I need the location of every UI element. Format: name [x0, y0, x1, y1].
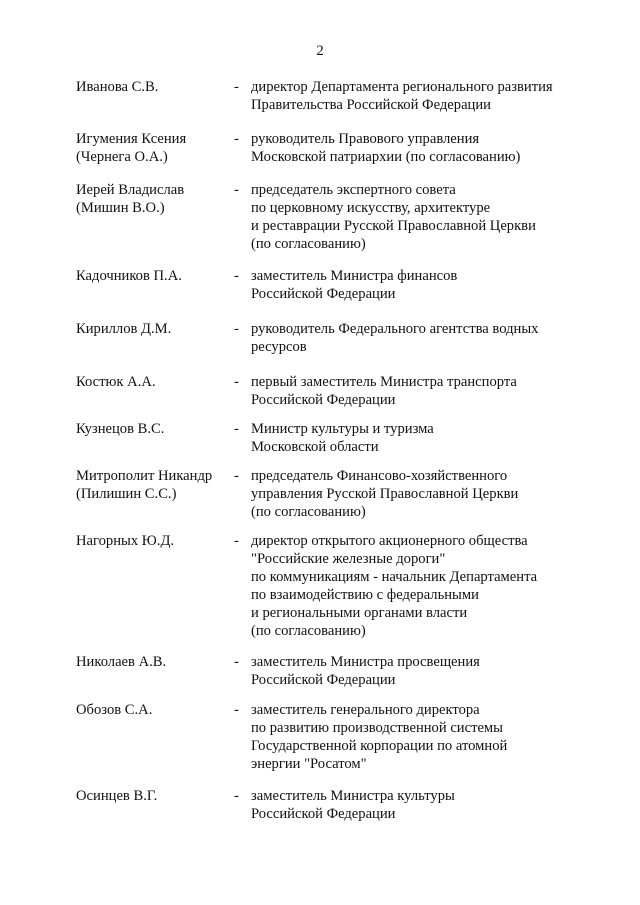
position-line: Московской патриархии (по согласованию) [251, 149, 521, 165]
member-name-line: Митрополит Никандр [76, 468, 213, 484]
position-line: Российской Федерации [251, 806, 396, 822]
member-name [76, 787, 226, 805]
position-line: Российской Федерации [251, 672, 396, 688]
position-line: директор Департамента регионального развития [251, 79, 553, 95]
member-name [76, 420, 226, 438]
member-name [76, 267, 226, 285]
member-name-line: Игумения Ксения [76, 131, 187, 147]
position-line: председатель экспертного совета [251, 182, 456, 198]
member-name-line: Нагорных Ю.Д. [76, 533, 175, 549]
position-line: управления Русской Православной Церкви [251, 486, 519, 502]
position-line: ресурсов [251, 339, 307, 355]
member-name-line: (Мишин В.О.) [76, 200, 165, 216]
position-line: по взаимодействию с федеральными [251, 587, 479, 603]
position-line: руководитель Федерального агентства водных [251, 321, 539, 337]
member-name-line: Костюк А.А. [76, 374, 156, 390]
member-position [251, 78, 611, 114]
position-line: заместитель Министра просвещения [251, 654, 480, 670]
member-position [251, 701, 611, 773]
member-name-line: Кузнецов В.С. [76, 421, 165, 437]
member-name-line: Иванова С.В. [76, 79, 159, 95]
member-name [76, 130, 226, 166]
member-position [251, 420, 611, 456]
position-line: Российской Федерации [251, 286, 396, 302]
position-line: и реставрации Русской Православной Церкви [251, 218, 536, 234]
dash-separator: - [234, 468, 239, 484]
position-line: председатель Финансово-хозяйственного [251, 468, 508, 484]
dash-separator: - [234, 788, 239, 804]
member-name-line: Иерей Владислав [76, 182, 185, 198]
member-position [251, 320, 611, 356]
member-name [76, 653, 226, 671]
position-line: Московской области [251, 439, 379, 455]
dash-separator: - [234, 131, 239, 147]
member-name-line: Кадочников П.А. [76, 268, 182, 284]
member-name-line: Николаев А.В. [76, 654, 167, 670]
dash-separator: - [234, 654, 239, 670]
member-name-line: Осинцев В.Г. [76, 788, 158, 804]
member-name [76, 467, 226, 503]
member-position [251, 130, 611, 166]
position-line: (по согласованию) [251, 504, 366, 520]
dash-separator: - [234, 421, 239, 437]
member-position [251, 181, 611, 253]
position-line: Государственной корпорации по атомной [251, 738, 508, 754]
position-line: по коммуникациям - начальник Департамента [251, 569, 538, 585]
member-name [76, 373, 226, 391]
member-name-line: Обозов С.А. [76, 702, 153, 718]
position-line: директор открытого акционерного общества [251, 533, 528, 549]
position-line: и региональными органами власти [251, 605, 468, 621]
member-name [76, 532, 226, 550]
member-position [251, 267, 611, 303]
position-line: "Российские железные дороги" [251, 551, 446, 567]
dash-separator: - [234, 268, 239, 284]
position-line: по развитию производственной системы [251, 720, 503, 736]
position-line: (по согласованию) [251, 236, 366, 252]
position-line: заместитель Министра финансов [251, 268, 458, 284]
member-position [251, 532, 611, 640]
position-line: заместитель генерального директора [251, 702, 480, 718]
dash-separator: - [234, 374, 239, 390]
position-line: заместитель Министра культуры [251, 788, 455, 804]
member-name-line: (Пилишин С.С.) [76, 486, 177, 502]
position-line: Российской Федерации [251, 392, 396, 408]
member-position [251, 467, 611, 521]
position-line: Министр культуры и туризма [251, 421, 434, 437]
member-name [76, 320, 226, 338]
position-line: (по согласованию) [251, 623, 366, 639]
member-name [76, 78, 226, 96]
dash-separator: - [234, 321, 239, 337]
member-name-line: (Чернега О.А.) [76, 149, 168, 165]
position-line: энергии "Росатом" [251, 756, 367, 772]
member-name [76, 181, 226, 217]
position-line: руководитель Правового управления [251, 131, 480, 147]
member-name-line: Кириллов Д.М. [76, 321, 172, 337]
dash-separator: - [234, 182, 239, 198]
page-number: 2 [316, 43, 324, 59]
member-name [76, 701, 226, 719]
member-position [251, 653, 611, 689]
position-line: Правительства Российской Федерации [251, 97, 491, 113]
dash-separator: - [234, 702, 239, 718]
dash-separator: - [234, 533, 239, 549]
position-line: по церковному искусству, архитектуре [251, 200, 491, 216]
dash-separator: - [234, 79, 239, 95]
position-line: первый заместитель Министра транспорта [251, 374, 517, 390]
member-position [251, 787, 611, 823]
member-position [251, 373, 611, 409]
